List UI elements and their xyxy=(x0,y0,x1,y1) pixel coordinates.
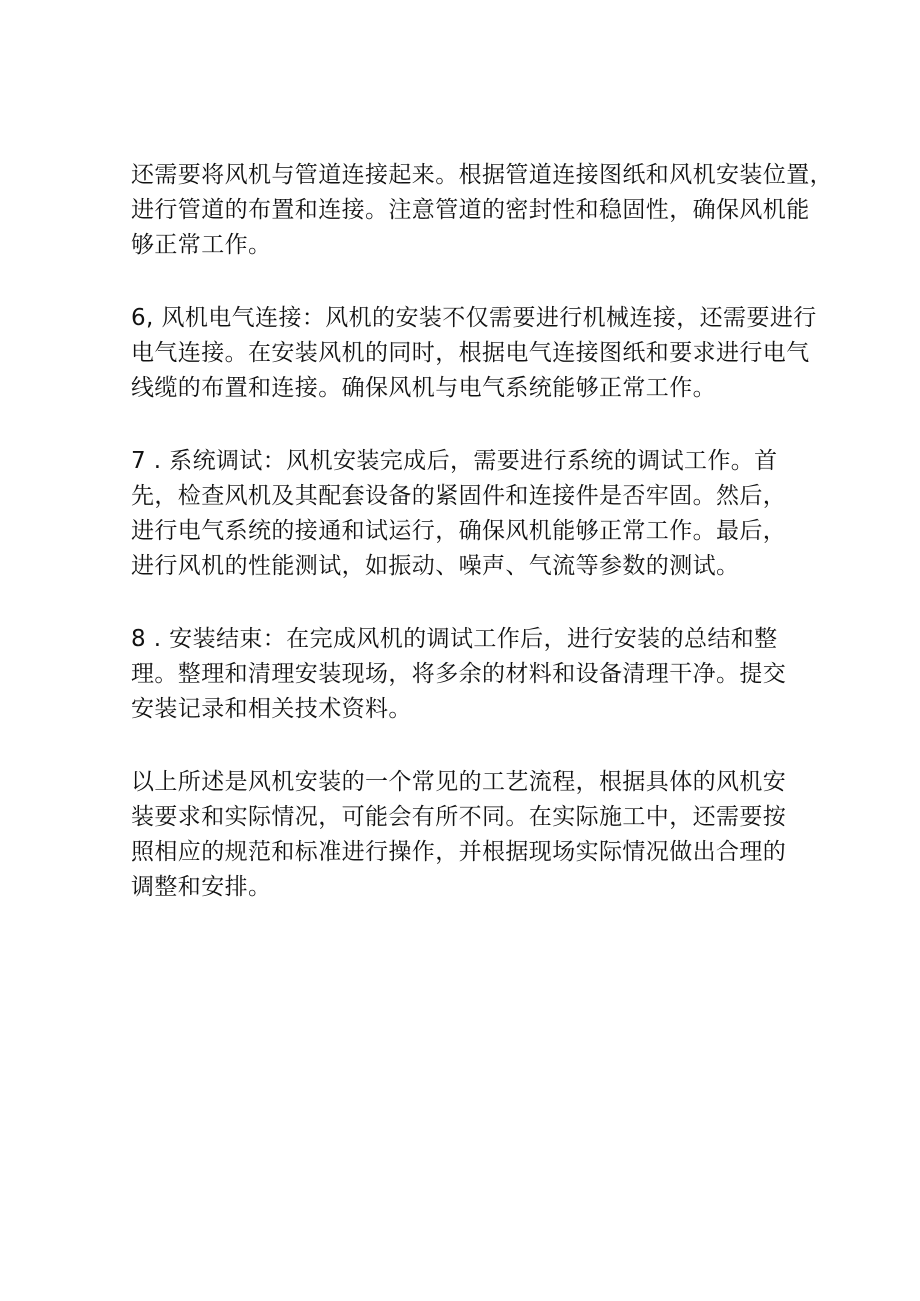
text-line: 电气连接。在安装风机的同时，根据电气连接图纸和要求进行电气 xyxy=(131,340,810,366)
paragraph-system-debugging xyxy=(131,444,811,584)
text-line: 进行风机的性能测试，如振动、噪声、气流等参数的测试。 xyxy=(131,553,740,579)
text-line: 以上所述是风机安装的一个常见的工艺流程，根据具体的风机安 xyxy=(131,769,787,795)
text-line: 线缆的布置和连接。确保风机与电气系统能够正常工作。 xyxy=(131,375,716,401)
paragraph-electrical-connection xyxy=(131,301,817,406)
text-line: 先，检查风机及其配套设备的紧固件和连接件是否牢固。然后， xyxy=(131,483,787,509)
paragraph-pipe-connection xyxy=(131,158,833,263)
text-line: 调整和安排。 xyxy=(131,874,272,900)
text-line: 进行管道的布置和连接。注意管道的密封性和稳固性，确保风机能 xyxy=(131,197,810,223)
text-line: 安装记录和相关技术资料。 xyxy=(131,696,412,722)
text-line: 照相应的规范和标准进行操作，并根据现场实际情况做出合理的 xyxy=(131,839,787,865)
text-line: 理。整理和清理安装现场，将多余的材料和设备清理干净。提交 xyxy=(131,661,787,687)
text-line: 6, 风机电气连接：风机的安装不仅需要进行机械连接，还需要进行 xyxy=(131,305,817,331)
text-line: 7 . 系统调试：风机安装完成后，需要进行系统的调试工作。首 xyxy=(131,448,778,474)
document-body xyxy=(131,158,833,943)
paragraph-installation-end xyxy=(131,622,811,727)
paragraph-summary xyxy=(131,765,811,905)
text-line: 装要求和实际情况，可能会有所不同。在实际施工中，还需要按 xyxy=(131,804,787,830)
text-line: 够正常工作。 xyxy=(131,232,272,258)
text-line: 进行电气系统的接通和试运行，确保风机能够正常工作。最后， xyxy=(131,518,787,544)
text-line: 还需要将风机与管道连接起来。根据管道连接图纸和风机安装位置， xyxy=(131,162,833,188)
text-line: 8 . 安装结束：在完成风机的调试工作后，进行安装的总结和整 xyxy=(131,626,778,652)
